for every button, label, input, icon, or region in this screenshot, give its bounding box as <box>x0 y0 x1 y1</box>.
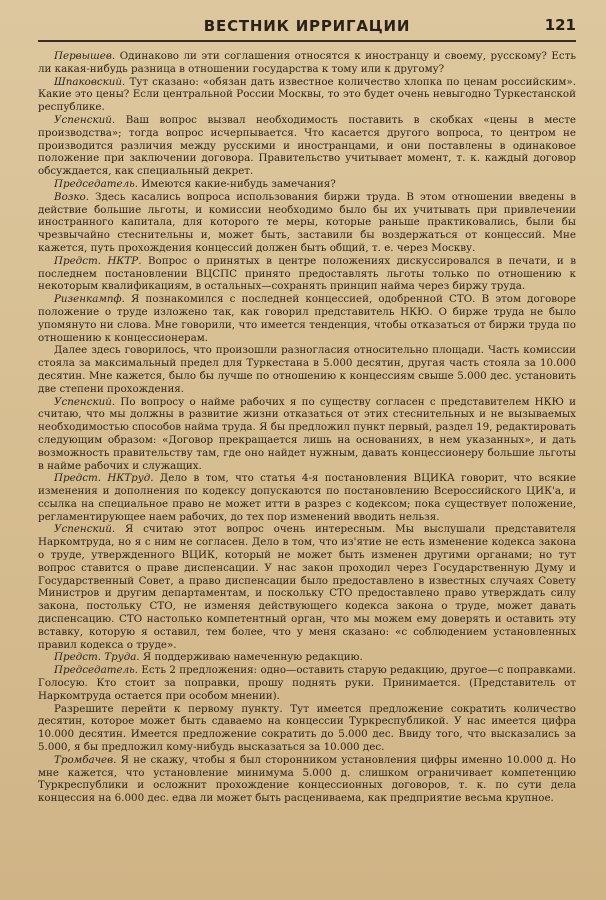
paragraph-text: Здесь касались вопроса использования биржи труда. В этом отношении введены в действие большие льготы, и комиссии необходимо было бы их учитывать при привлечении иностранного капитала, для которого те меры, которые раньше практиковались, были бы чрезвычайно стеснительны и, может быть, заставили бы воздержаться от концессий. Мне кажется, путь прохождения концессий должен быть общий, т. е. через Москву. <box>38 190 576 254</box>
paragraph-text: Далее здесь говорилось, что произошли разногласия относительно площади. Часть комиссии стояла за максимальный предел для Туркестана в 5.000 десятин, другая часть стояла за 10.000 десятин. Мне кажется, было бы лучше по отношению к концессиям свыше 5.000 дес. установить две степени прохождения. <box>38 344 576 395</box>
paragraph-text: По вопросу о найме рабочих я по существу согласен с представителем НКЮ и считаю, что мы должны в развитие жизни отказаться от этих стеснительных и не вызываемых необходимостью способов найма труда. Я бы предложил пункт первый, раздел 19, редактировать следующим образом: «Договор прекращается лишь на основаниях, в нем указанных», и дать возможность правительству там, где оно найдет нужным, давать концессионеру большие льготы в найме рабочих и служащих. <box>38 395 576 472</box>
paragraph-text: Вопрос о принятых в центре положениях дискуссировался в печати, и в последнем постановлении ВЦСПС принято предоставлять льготы только по отношению к некоторым квалификациям, в остальных—сохранять принцип найма через биржу труда. <box>38 254 576 293</box>
paragraph <box>38 396 576 473</box>
paragraph <box>38 472 576 523</box>
paragraph <box>38 50 576 76</box>
paragraph-text: Дело в том, что статья 4-я постановления ВЦИКА говорит, что всякие изменения и дополнения по кодексу допускаются по постановлению Всероссийского ЦИК'а, и ссылка на специальное право не может итти в разрез с кодексом; пока существует положение, регламентирующее наем рабочих, до тех пор изменений вводить нельзя. <box>38 472 577 523</box>
paragraph <box>38 703 576 754</box>
paragraph-text: Одинаково ли эти соглашения относятся к иностранцу и своему, русскому? Есть ли какая-нибудь разница в отношении государства к тому или к другому? <box>38 50 577 75</box>
speaker-name: Тромбачев. <box>54 753 117 766</box>
page-number: 121 <box>544 16 576 34</box>
paragraph-text: Тут сказано: «обязан дать известное количество хлопка по ценам российским». Какие это цены? Если центральной России Москвы, то это будет очень невыгодно Туркестанской республике. <box>38 75 576 114</box>
paragraph <box>38 754 576 805</box>
paragraph <box>38 191 576 255</box>
paragraph <box>38 664 576 702</box>
speaker-name: Предст. НКТР. <box>54 254 142 267</box>
speaker-name: Шпаковский. <box>54 75 126 88</box>
speaker-name: Предст. Труда. <box>54 651 140 664</box>
paragraph-text: Я познакомился с последней концессией, одобренной СТО. В этом договоре положение о труде изложено так, как говорил представитель НКЮ. О бирже труда не было упомянуто ни слова. Мне говорили, что имеется тенденция, чтобы отказаться от биржи труда по отношению к концессионерам. <box>38 293 576 344</box>
speaker-name: Председатель. <box>54 664 139 677</box>
paragraph-text: Я не скажу, чтобы я был сторонником установления цифры именно 10.000 д. Но мне кажется, что установление минимума 5.000 д. слишком ограничивает компетенцию Туркреспублики и осложнит прохождение концессионных договоров, т. к. по сути дела концессия на 6.000 дес. едва ли может быть расцениваема, как предприятие весьма крупное. <box>38 753 576 805</box>
paragraph-text: Есть 2 предложения: одно—оставить старую редакцию, другое—с поправками. Голосую. Кто стоит за поправки, прошу поднять руки. Принимается. (Представитель от Наркомтруда остается при особом мнении). <box>38 664 576 702</box>
paragraph <box>38 114 576 178</box>
speaker-name: Первышев. <box>54 50 116 62</box>
running-header <box>38 14 576 42</box>
paragraph <box>38 523 576 651</box>
speaker-name: Успенский. <box>54 523 116 536</box>
paragraph <box>38 76 576 114</box>
paragraph-text: Разрешите перейти к первому пункту. Тут имеется предложение сократить количество десятин, которое может быть сдаваемо на концессии Туркреспубликой. У нас имеется цифра 10.000 десятин. Имеется предложение сократить до 5.000 дес. Ввиду того, что высказались за 5.000, я бы предложил кому-нибудь высказаться за 10.000 дес. <box>38 702 576 754</box>
paragraph-text: Я поддерживаю намеченную редакцию. <box>142 651 363 664</box>
speaker-name: Возко. <box>54 190 90 203</box>
paragraph-text: Имеются какие-нибудь замечания? <box>141 177 336 190</box>
paragraph <box>38 651 576 664</box>
paragraph <box>38 255 576 293</box>
speaker-name: Председатель. <box>54 177 139 190</box>
speaker-name: Предст. НКТруд. <box>54 472 154 485</box>
paragraph-text: Я считаю этот вопрос очень интересным. Мы выслушали представителя Наркомтруда, но я с ним не согласен. Дело в том, что из'ятие не есть изменение кодекса закона о труде, утвержденного ВЦИК, который не может быть изменен другими органами; но тут вопрос ставится о праве диспенсации. У нас закон проходил через Государственную Думу и Государственный Совет, а право диспенсации было предоставлено в известных случаях Совету Министров и другим департаментам, и поскольку СТО предоставлено право утверждать силу закона, постольку СТО, не изменяя действующего кодекса закона о труде, может давать диспенсацию. СТО настолько компетентный орган, что мы можем ему доверять и оставить эту вставку, которую я оставил, тем более, что у меня сказано: «с соблюдением установленных правил кодекса о труде». <box>38 523 576 651</box>
paragraph <box>38 344 576 395</box>
speaker-name: Успенский. <box>54 113 116 126</box>
paragraph-text: Ваш вопрос вызвал необходимость поставить в скобках «цены в месте производства»; тогда вопрос исчерпывается. Что касается другого вопроса, то центром не производится различия между русскими и иностранцами, и они поставлены в одинаковое положение при заключении договора. Правительство учитывает момент, т. к. каждый договор обсуждается, как специальный декрет. <box>38 113 576 178</box>
speaker-name: Успенский. <box>54 395 116 408</box>
journal-title: ВЕСТНИК ИРРИГАЦИИ <box>203 17 411 35</box>
paragraph <box>38 178 576 191</box>
paragraph <box>38 293 576 344</box>
article-body <box>38 50 576 805</box>
speaker-name: Ризенкампф. <box>54 293 125 306</box>
